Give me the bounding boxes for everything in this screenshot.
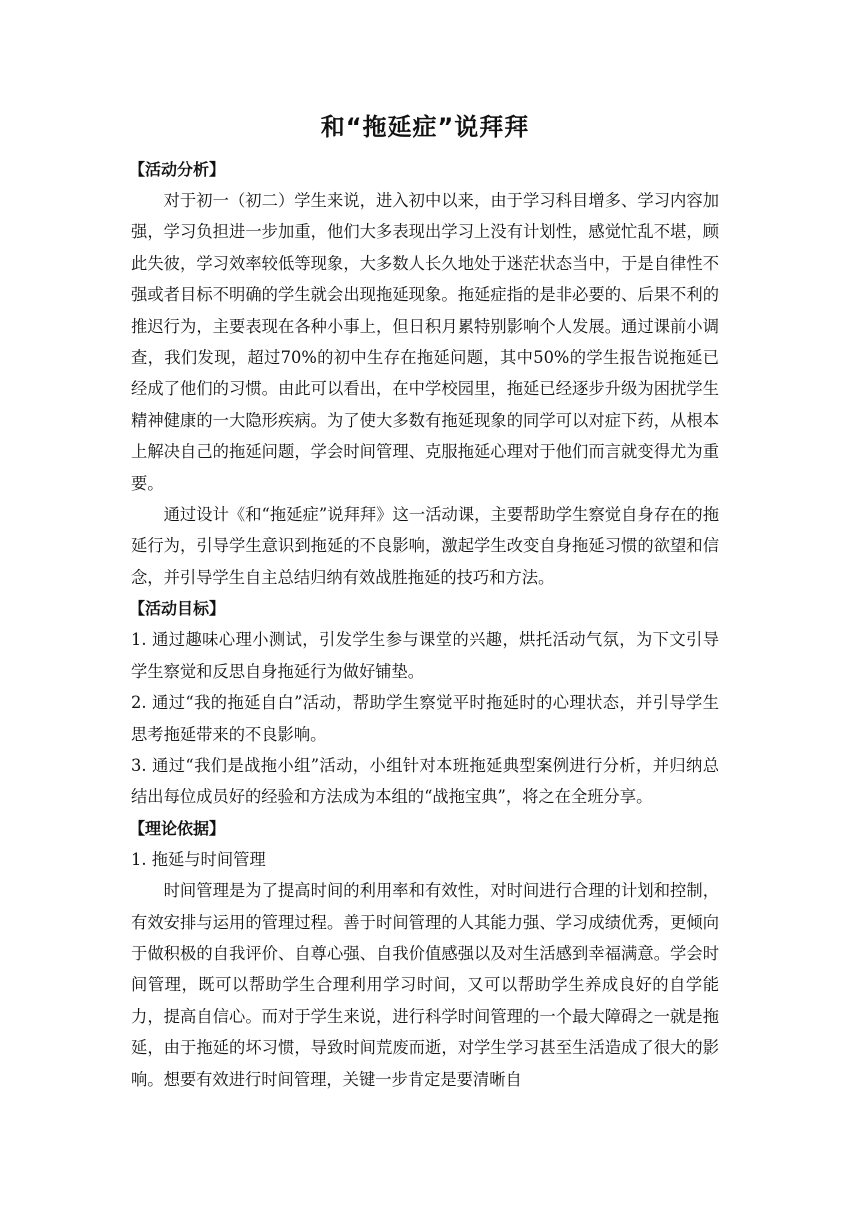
analysis-paragraph-2: 通过设计《和“拖延症”说拜拜》这一活动课，主要帮助学生察觉自身存在的拖延行为，引导学生意识到拖延的不良影响，激起学生改变自身拖延习惯的欲望和信念，并引导学生自主总结归纳有效战胜拖延的技巧和方法。 (131, 505, 719, 587)
goal-item-2: 2. 通过“我的拖延自白”活动，帮助学生察觉平时拖延时的心理状态，并引导学生思考拖延带来的不良影响。 (131, 693, 719, 744)
analysis-paragraph-1: 对于初一（初二）学生来说，进入初中以来，由于学习科目增多、学习内容加强，学习负担进一步加重，他们大多表现出学习上没有计划性，感觉忙乱不堪，顾此失彼，学习效率较低等现象，大多数人长久地处于迷茫状态当中，于是自律性不强或者目标不明确的学生就会出现拖延现象。拖延症指的是非必要的、后果不利的推迟行为，主要表现在各种小事上，但日积月累特别影响个人发展。通过课前小调查，我们发现，超过70%的初中生存在拖延问题，其中50%的学生报告说拖延已经成了他们的习惯。由此可以看出，在中学校园里，拖延已经逐步升级为困扰学生精神健康的一大隐形疾病。为了使大多数有拖延现象的同学可以对症下药，从根本上解决自己的拖延问题，学会时间管理、克服拖延心理对于他们而言就变得尤为重要。 (131, 191, 719, 493)
section-heading-analysis: 【活动分析】 (129, 160, 226, 179)
section-heading-goals: 【活动目标】 (129, 599, 226, 619)
goal-item-1: 1. 通过趣味心理小测试，引发学生参与课堂的兴趣，烘托活动气氛，为下文引导学生察觉和反思自身拖延行为做好铺垫。 (131, 630, 719, 681)
document-page (131, 108, 719, 1095)
theory-subheading-1: 1. 拖延与时间管理 (131, 849, 266, 869)
theory-paragraph-1: 时间管理是为了提高时间的利用率和有效性，对时间进行合理的计划和控制，有效安排与运用的管理过程。善于时间管理的人其能力强、学习成绩优秀，更倾向于做积极的自我评价、自尊心强、自我价值感强以及对生活感到幸福满意。学会时间管理，既可以帮助学生合理利用学习时间，又可以帮助学生养成良好的自学能力，提高自信心。而对于学生来说，进行科学时间管理的一个最大障碍之一就是拖延，由于拖延的坏习惯，导致时间荒废而逝，对学生学习甚至生活造成了很大的影响。想要有效进行时间管理，关键一步肯定是要清晰自 (131, 881, 719, 1089)
section-heading-theory: 【理论依据】 (129, 818, 226, 838)
goal-item-3: 3. 通过“我们是战拖小组”活动，小组针对本班拖延典型案例进行分析，并归纳总结出每位成员好的经验和方法成为本组的“战拖宝典”，将之在全班分享。 (131, 755, 719, 807)
document-title: 和“拖延症”说拜拜 (320, 113, 530, 141)
